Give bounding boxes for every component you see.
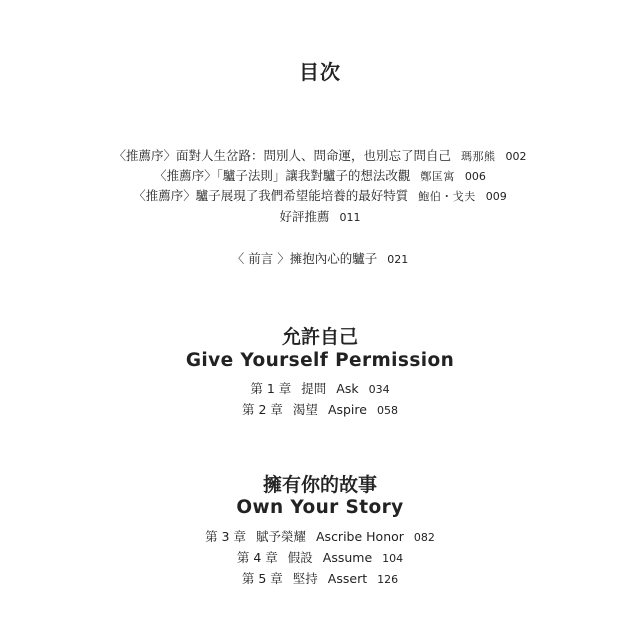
- toc-chapter-1[interactable]: [0, 380, 640, 399]
- chapter-title-en: Ascribe Honor: [316, 529, 404, 544]
- entry-label: 〈推薦序〉面對人生岔路：問別人、問命運，也別忘了問自己: [113, 148, 451, 163]
- entry-author: 鄭匡寓: [420, 170, 455, 183]
- toc-chapter-5[interactable]: [0, 570, 640, 589]
- chapter-page-number: 082: [413, 531, 435, 544]
- entry-page-number: 006: [464, 170, 486, 183]
- entry-page-number: 009: [485, 190, 507, 203]
- entry-author: 鮑伯・戈夫: [418, 190, 476, 203]
- chapter-title-zh: 渴望: [292, 402, 318, 417]
- chapter-title-en: Aspire: [327, 402, 367, 417]
- chapter-title-zh: 堅持: [292, 571, 318, 586]
- chapter-number: 第 5 章: [241, 571, 283, 586]
- chapter-page-number: 058: [376, 404, 398, 417]
- chapter-title-zh: 假設: [287, 550, 313, 565]
- entry-label: 〈推薦序〉驢子展現了我們希望能培養的最好特質: [133, 188, 409, 203]
- chapter-page-number: 034: [368, 383, 390, 396]
- toc-entry-foreword-2[interactable]: [0, 167, 640, 186]
- chapter-number: 第 1 章: [250, 381, 292, 396]
- toc-entry-foreword-1[interactable]: [0, 147, 640, 166]
- toc-chapter-2[interactable]: [0, 401, 640, 420]
- chapter-title-en: Ask: [336, 381, 359, 396]
- part-1-title-zh: 允許自己: [281, 326, 358, 348]
- part-2-title-zh: 擁有你的故事: [262, 474, 377, 496]
- chapter-title-en: Assert: [327, 571, 368, 586]
- entry-page-number: 002: [505, 150, 527, 163]
- entry-label: 〈 前言 〉擁抱內心的驢子: [231, 251, 378, 266]
- chapter-number: 第 2 章: [242, 402, 283, 417]
- chapter-page-number: 104: [382, 552, 404, 565]
- chapter-title-en: Assume: [322, 550, 373, 565]
- entry-label: 好評推薦: [279, 209, 330, 224]
- chapter-title-zh: 提問: [301, 381, 327, 396]
- toc-chapter-4[interactable]: [0, 549, 640, 568]
- toc-entry-foreword-3[interactable]: [0, 187, 640, 206]
- toc-entry-praise[interactable]: [0, 208, 640, 227]
- chapter-title-zh: 賦予榮耀: [255, 529, 306, 544]
- part-1-title-en: Give Yourself Permission: [185, 350, 455, 371]
- toc-title: 目次: [299, 60, 341, 84]
- entry-label: 〈推薦序〉「驢子法則」讓我對驢子的想法改觀: [154, 168, 411, 183]
- chapter-number: 第 3 章: [205, 529, 246, 544]
- chapter-number: 第 4 章: [236, 550, 278, 565]
- entry-author: 瑪那熊: [461, 150, 496, 163]
- toc-chapter-3[interactable]: [0, 528, 640, 547]
- toc-entry-preface[interactable]: [0, 250, 640, 269]
- entry-page-number: 021: [387, 253, 409, 266]
- chapter-page-number: 126: [377, 573, 399, 586]
- entry-page-number: 011: [339, 211, 361, 224]
- part-2-title-en: Own Your Story: [236, 497, 404, 518]
